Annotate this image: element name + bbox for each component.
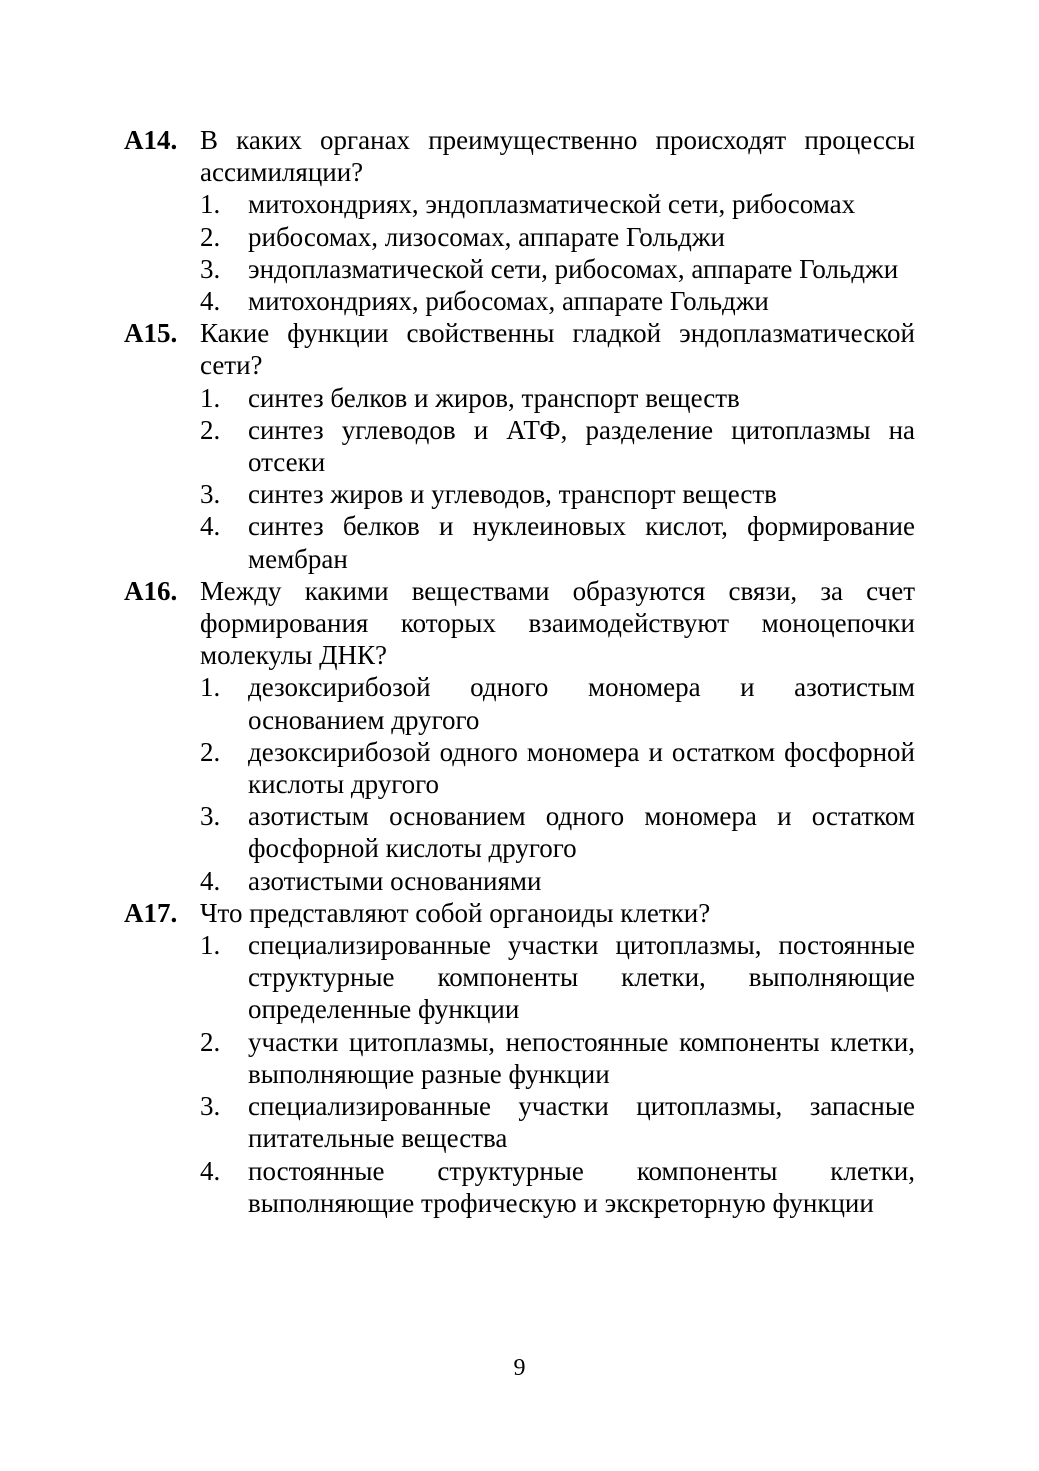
option-text: дезоксирибозой одного мономера и азотистым основанием другого xyxy=(248,672,915,735)
option-number: 2. xyxy=(200,736,221,767)
answer-option xyxy=(200,1155,915,1219)
option-text: участки цитоплазмы, непостоянные компоненты клетки, выполняющие разные функции xyxy=(248,1026,915,1089)
question-text: Какие функции свойственны гладкой эндоплазматической сети? xyxy=(200,318,915,381)
answer-option xyxy=(200,671,915,735)
answer-option xyxy=(200,929,915,1026)
option-number: 1. xyxy=(200,382,221,413)
answer-option xyxy=(200,736,915,800)
answer-option xyxy=(200,382,915,414)
question-text: Между какими веществами образуются связи, за счет формирования которых взаимодействуют моноцепочки молекулы ДНК? xyxy=(200,575,915,671)
question-header xyxy=(124,317,915,381)
option-text: синтез жиров и углеводов, транспорт веществ xyxy=(248,479,777,510)
option-text: митохондриях, рибосомах, аппарате Гольджи xyxy=(248,286,769,317)
answer-option xyxy=(200,478,915,510)
answer-options xyxy=(124,671,915,896)
option-number: 4. xyxy=(200,286,221,317)
answer-option xyxy=(200,188,915,220)
option-text: постоянные структурные компоненты клетки, выполняющие трофическую и экскреторную функции xyxy=(248,1155,915,1218)
answer-option xyxy=(200,414,915,478)
answer-option xyxy=(200,285,915,317)
option-number: 1. xyxy=(200,930,221,961)
question-list xyxy=(124,124,915,1219)
question-header xyxy=(124,897,915,929)
question-a15 xyxy=(124,317,915,575)
question-number: А16. xyxy=(124,575,178,606)
answer-option xyxy=(200,221,915,253)
answer-options xyxy=(124,382,915,575)
option-number: 3. xyxy=(200,253,221,284)
answer-option xyxy=(200,1090,915,1154)
question-a14 xyxy=(124,124,915,317)
option-number: 4. xyxy=(200,511,221,542)
option-number: 3. xyxy=(200,1091,221,1122)
option-text: дезоксирибозой одного мономера и остатком фосфорной кислоты другого xyxy=(248,736,915,800)
question-a16 xyxy=(124,575,915,897)
question-header xyxy=(124,124,915,188)
answer-options xyxy=(124,929,915,1219)
option-text: азотистыми основаниями xyxy=(248,865,542,896)
option-text: рибосомах, лизосомах, аппарате Гольджи xyxy=(248,221,726,252)
option-number: 2. xyxy=(200,414,221,445)
question-text: В каких органах преимущественно происходят процессы ассимиляции? xyxy=(200,125,915,188)
question-text: Что представляют собой органоиды клетки? xyxy=(200,897,711,928)
question-a17 xyxy=(124,897,915,1219)
option-number: 4. xyxy=(200,1155,221,1186)
answer-options xyxy=(124,188,915,317)
option-number: 3. xyxy=(200,479,221,510)
option-number: 1. xyxy=(200,189,221,220)
option-text: синтез белков и жиров, транспорт веществ xyxy=(248,382,740,413)
answer-option xyxy=(200,1026,915,1090)
option-text: специализированные участки цитоплазмы, постоянные структурные компоненты клетки, выполняющие определенные функции xyxy=(248,930,915,1025)
answer-option xyxy=(200,865,915,897)
question-header xyxy=(124,575,915,672)
question-number: А14. xyxy=(124,125,178,155)
page-number: 9 xyxy=(513,1355,526,1381)
answer-option xyxy=(200,800,915,864)
option-text: митохондриях, эндоплазматической сети, рибосомах xyxy=(248,189,856,220)
option-text: азотистым основанием одного мономера и остатком фосфорной кислоты другого xyxy=(248,801,915,864)
option-text: синтез белков и нуклеиновых кислот, формирование мембран xyxy=(248,511,915,574)
option-number: 1. xyxy=(200,672,221,703)
option-text: синтез углеводов и АТФ, разделение цитоплазмы на отсеки xyxy=(248,414,915,478)
option-number: 2. xyxy=(200,221,221,252)
answer-option xyxy=(200,510,915,574)
option-text: специализированные участки цитоплазмы, запасные питательные вещества xyxy=(248,1091,915,1154)
option-text: эндоплазматической сети, рибосомах, аппарате Гольджи xyxy=(248,253,899,284)
question-number: А15. xyxy=(124,318,178,349)
question-number: А17. xyxy=(124,897,178,928)
option-number: 2. xyxy=(200,1026,221,1057)
option-number: 4. xyxy=(200,865,221,896)
answer-option xyxy=(200,253,915,285)
option-number: 3. xyxy=(200,801,221,832)
